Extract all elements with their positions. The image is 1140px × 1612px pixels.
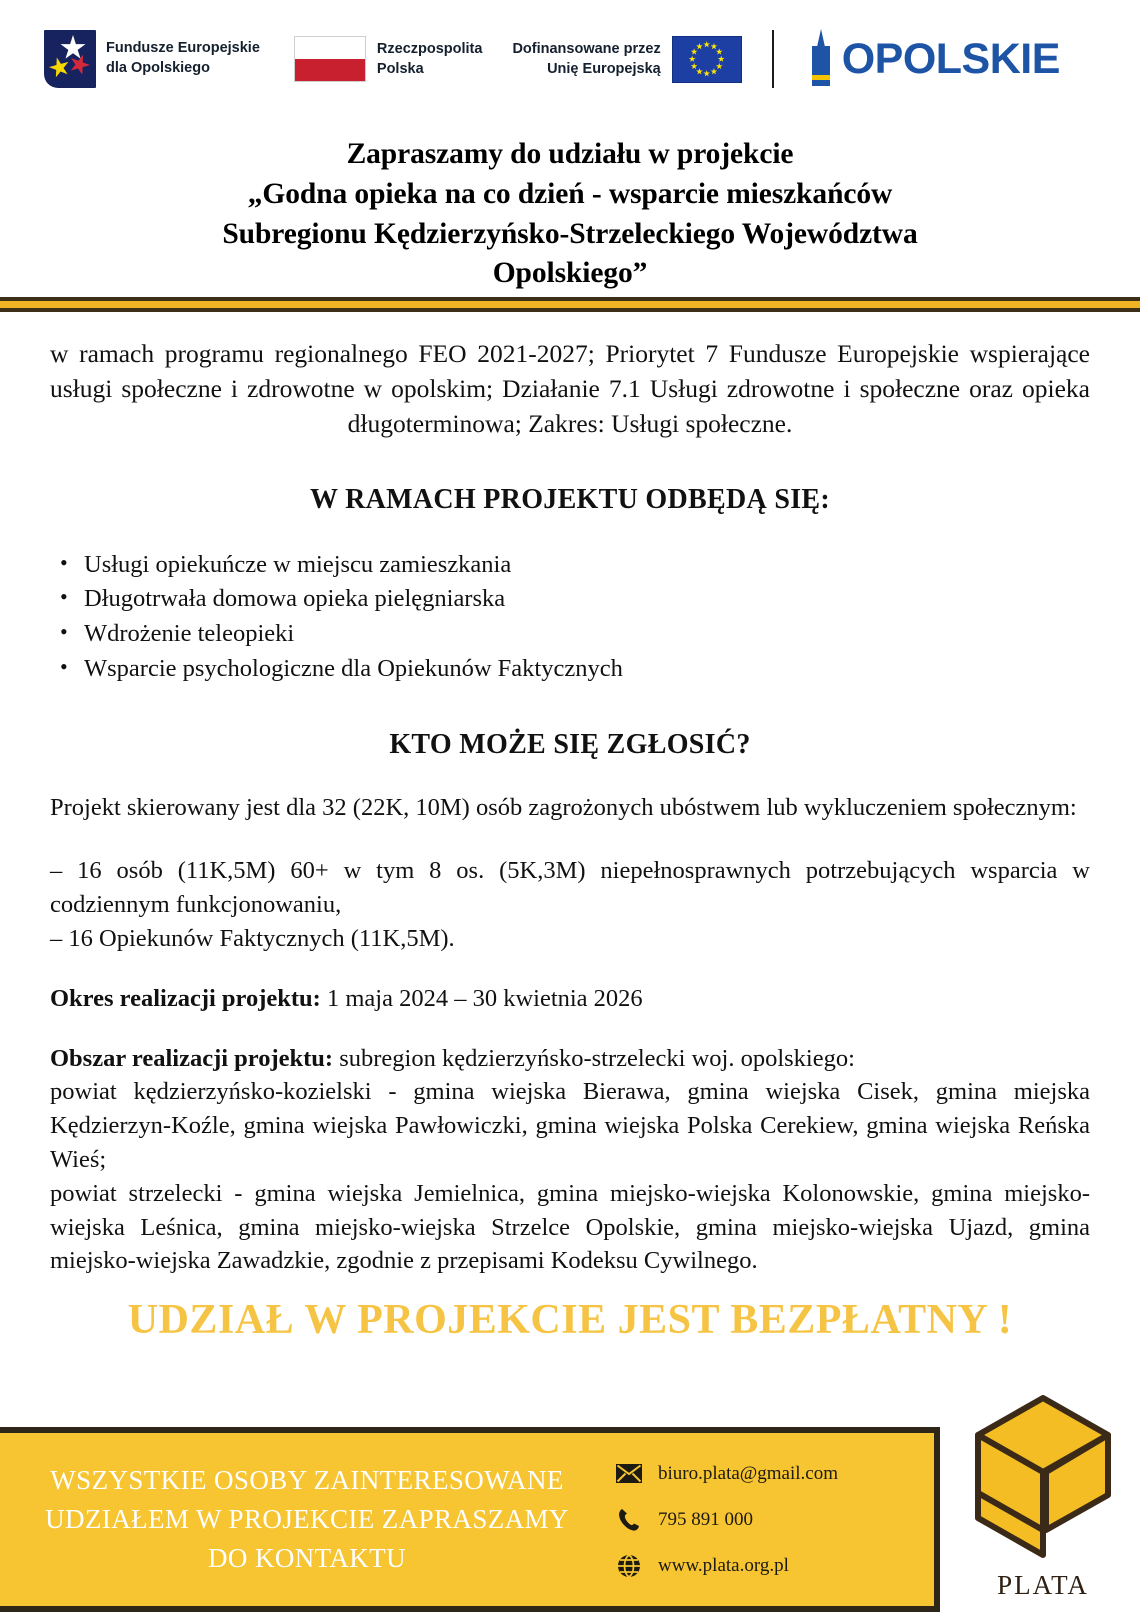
footer-invite-text — [0, 1461, 600, 1578]
plata-cube-icon — [968, 1390, 1118, 1565]
globe-icon — [616, 1553, 642, 1579]
opolskie-wordmark: OPOLSKIE — [841, 34, 1060, 83]
opolskie-tower-icon — [808, 29, 834, 89]
project-period — [50, 982, 1090, 1016]
logo-fundusze-europejskie — [44, 30, 260, 88]
logo-dofinansowane-ue — [512, 36, 741, 83]
project-area-strzelce: powiat strzelecki - gmina wiejska Jemielnica, gmina miejsko-wiejska Kolonowskie, gmina miejsko-wiejska Leśnica, gmina miejsko-wiejska Strzelce Opolskie, gmina miejsko-wiejska Ujazd, gmina miejsko-wiejska Zawadzkie, zgodnie z przepisami Kodeksu Cywilnego. — [50, 1179, 1090, 1275]
project-period-value: 1 maja 2024 – 30 kwietnia 2026 — [320, 984, 643, 1012]
contact-phone-row[interactable] — [616, 1507, 934, 1533]
contact-email-row[interactable] — [616, 1461, 934, 1487]
rp-line-2: Polska — [376, 61, 424, 77]
title-line-4: Opolskiego” — [492, 257, 648, 290]
logo-separator — [772, 30, 774, 88]
list-item: • Długotrwała domowa opieka pielęgniarska — [60, 582, 1090, 617]
project-area — [50, 1042, 1090, 1279]
title-line-1: Zapraszamy do udziału w projekcie — [346, 138, 794, 170]
eligibility-heading: KTO MOŻE SIĘ ZGŁOSIĆ? — [389, 728, 751, 760]
plata-logo — [968, 1390, 1118, 1605]
gold-divider — [0, 297, 1140, 312]
page-title — [0, 135, 1140, 294]
main-content — [0, 336, 1140, 1278]
plata-wordmark: PLATA — [997, 1570, 1089, 1600]
project-area-value: subregion kędzierzyńsko-strzelecki woj. opolskiego: — [333, 1044, 855, 1072]
footer-invite-line-3: DO KONTAKTU — [208, 1543, 406, 1574]
project-area-label: Obszar realizacji projektu: — [50, 1044, 334, 1072]
fundusze-europejskie-icon — [44, 30, 96, 88]
eligibility-dash-item-1: – 16 osób (11K,5M) 60+ w tym 8 os. (5K,3M) niepełnosprawnych potrzebujących wsparcia w codziennym funkcjonowaniu, — [50, 857, 1090, 919]
footer-contacts-list — [600, 1461, 934, 1579]
footer-invite-line-1: WSZYSTKIE OSOBY ZAINTERESOWANE — [50, 1464, 564, 1495]
envelope-icon — [616, 1461, 642, 1487]
activities-list — [50, 548, 1090, 687]
activities-heading: W RAMACH PROJEKTU ODBĘDĄ SIĘ: — [309, 483, 830, 515]
free-participation-banner: UDZIAŁ W PROJEKCIE JEST BEZPŁATNY ! — [127, 1297, 1013, 1343]
dofinansowane-text — [512, 39, 660, 79]
list-item: • Wsparcie psychologiczne dla Opiekunów Faktycznych — [60, 652, 1090, 687]
rzeczpospolita-text — [377, 39, 483, 79]
rp-line-1: Rzeczpospolita — [376, 41, 483, 57]
ue-line-1: Dofinansowane przez — [512, 41, 661, 57]
eu-flag-icon — [672, 36, 742, 83]
title-line-2: „Godna opieka na co dzień - wsparcie mieszkańców — [247, 177, 893, 210]
contact-website-value: www.plata.org.pl — [658, 1554, 789, 1576]
list-item: • Usługi opiekuńcze w miejscu zamieszkania — [60, 548, 1090, 583]
contact-email-value: biuro.plata@gmail.com — [658, 1462, 839, 1484]
fe-line-1: Fundusze Europejskie — [106, 40, 260, 57]
title-line-3: Subregionu Kędzierzyńsko-Strzeleckiego Województwa — [222, 217, 918, 250]
project-area-header — [50, 1042, 1090, 1076]
eligibility-dash-item-2: – 16 Opiekunów Faktycznych (11K,5M). — [50, 925, 455, 953]
phone-icon — [616, 1507, 642, 1533]
project-period-label: Okres realizacji projektu: — [50, 984, 321, 1012]
logo-rzeczpospolita-polska — [294, 36, 483, 82]
program-intro-paragraph: w ramach programu regionalnego FEO 2021-2027; Priorytet 7 Fundusze Europejskie wspierające usługi społeczne i zdrowotne w opolskim; Działanie 7.1 Usługi zdrowotne i społeczne oraz opieka długoterminowa; Zakres: Usługi społeczne. — [50, 339, 1090, 439]
list-item: • Wdrożenie teleopieki — [60, 617, 1090, 652]
fe-line-2: dla Opolskiego — [106, 60, 210, 76]
header-logo-strip — [0, 0, 1140, 118]
footer-contact-bar — [0, 1427, 940, 1612]
ue-line-2: Unię Europejską — [547, 61, 661, 77]
logo-opolskie — [808, 29, 1060, 89]
poland-flag-icon — [294, 36, 366, 82]
project-area-kedzierzyn: powiat kędzierzyńsko-kozielski - gmina wiejska Bierawa, gmina wiejska Cisek, gmina miejska Kędzierzyn-Koźle, gmina wiejska Pawłowiczki, gmina wiejska Polska Cerekiew, gmina wiejska Reńska Wieś; — [50, 1078, 1090, 1174]
fundusze-europejskie-text — [106, 39, 260, 78]
contact-phone-value: 795 891 000 — [658, 1508, 753, 1530]
footer-invite-line-2: UDZIAŁEM W PROJEKCIE ZAPRASZAMY — [45, 1503, 569, 1534]
eligibility-paragraph: Projekt skierowany jest dla 32 (22K, 10M) osób zagrożonych ubóstwem lub wykluczeniem społecznym: — [50, 793, 1077, 821]
contact-website-row[interactable] — [616, 1553, 934, 1579]
